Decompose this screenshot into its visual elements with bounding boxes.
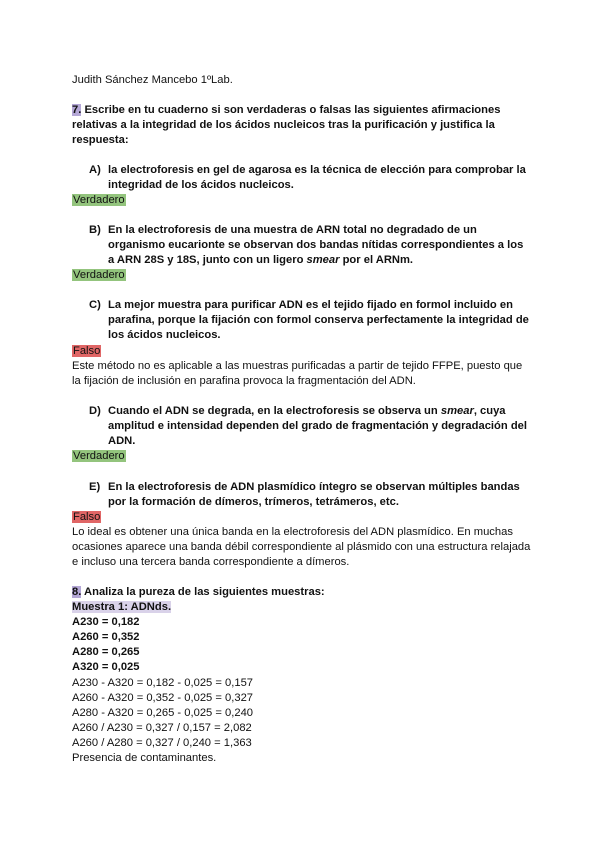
q7-c-explanation-line: la fijación de inclusión en parafina provoca la fragmentación del ADN. xyxy=(72,375,416,387)
item-text-line: integridad de los ácidos nucleicos. xyxy=(108,179,294,191)
q7-heading-line-2: relativas a la integridad de los ácidos nucleicos tras la purificación y justifica la xyxy=(72,119,495,131)
q7-item-a xyxy=(89,163,534,193)
item-text-line: la electroforesis en gel de agarosa es la técnica de elección para comprobar la xyxy=(108,164,526,176)
conclusion-line: Presencia de contaminantes. xyxy=(72,752,217,764)
q7-a-verdict xyxy=(72,193,126,208)
q7-item-d xyxy=(89,404,534,449)
item-text-line: Cuando el ADN se degrada, en la electroforesis se observa un smear, cuya xyxy=(108,405,506,417)
q7-item-c xyxy=(89,298,534,343)
calculation-line: A260 / A230 = 0,327 / 0,157 = 2,082 xyxy=(72,722,252,734)
author-line: Judith Sánchez Mancebo 1ºLab. xyxy=(72,74,233,86)
item-text-line: En la electroforesis de ADN plasmídico íntegro se observan múltiples bandas xyxy=(108,481,520,493)
q8-sample-title: Muestra 1: ADNds. xyxy=(72,601,172,613)
q7-b-verdict xyxy=(72,268,126,283)
verdict-badge: Falso xyxy=(73,345,101,357)
item-text-line: En la electroforesis de una muestra de ARN total no degradado de un xyxy=(108,224,477,236)
item-letter: E) xyxy=(89,481,101,493)
item-letter: A) xyxy=(89,164,101,176)
q8-number: 8. xyxy=(72,586,82,598)
absorbance-value: A280 = 0,265 xyxy=(72,646,140,658)
verdict-badge: Verdadero xyxy=(73,269,125,281)
item-text-line: por la formación de dímeros, trímeros, tetrámeros, etc. xyxy=(108,496,399,508)
calculation-line: A260 - A320 = 0,352 - 0,025 = 0,327 xyxy=(72,692,254,704)
q7-e-verdict xyxy=(72,510,101,525)
item-letter: D) xyxy=(89,405,101,417)
calculation-line: A230 - A320 = 0,182 - 0,025 = 0,157 xyxy=(72,677,254,689)
item-text-line: parafina, porque la fijación con formol conserva perfectamente la integridad de xyxy=(108,314,529,326)
item-letter: C) xyxy=(89,299,101,311)
item-text-line: a ARN 28S y 18S, junto con un ligero smear por el ARNm. xyxy=(108,254,414,266)
q7-item-e xyxy=(89,480,534,510)
q7-item-b xyxy=(89,223,534,268)
item-text-line: ADN. xyxy=(108,435,136,447)
q7-e-explanation-line: e incluso una tercera banda correspondiente a dímeros. xyxy=(72,556,350,568)
q7-d-verdict xyxy=(72,449,126,464)
calculation-line: A260 / A280 = 0,327 / 0,240 = 1,363 xyxy=(72,737,252,749)
q7-e-explanation-line: Lo ideal es obtener una única banda en la electroforesis del ADN plasmídico. En muchas xyxy=(72,526,513,538)
absorbance-value: A260 = 0,352 xyxy=(72,631,140,643)
item-text-line: amplitud e intensidad dependen del grado de fragmentación y degradación del xyxy=(108,420,527,432)
q8-heading: 8. Analiza la pureza de las siguientes muestras: xyxy=(72,586,325,598)
item-text-line: los ácidos nucleicos. xyxy=(108,329,221,341)
q7-heading-line-1: 7. Escribe en tu cuaderno si son verdaderas o falsas las siguientes afirmaciones xyxy=(72,104,501,116)
item-letter: B) xyxy=(89,224,101,236)
q7-number: 7. xyxy=(72,104,82,116)
q7-heading-line-3: respuesta: xyxy=(72,134,129,146)
verdict-badge: Falso xyxy=(73,511,101,523)
calculation-line: A280 - A320 = 0,265 - 0,025 = 0,240 xyxy=(72,707,254,719)
verdict-badge: Verdadero xyxy=(73,194,125,206)
absorbance-value: A230 = 0,182 xyxy=(72,616,140,628)
absorbance-value: A320 = 0,025 xyxy=(72,661,140,673)
item-text-line: La mejor muestra para purificar ADN es el tejido fijado en formol incluido en xyxy=(108,299,513,311)
q7-c-explanation-line: Este método no es aplicable a las muestras purificadas a partir de tejido FFPE, puesto que xyxy=(72,360,523,372)
item-text-line: organismo eucarionte se observan dos bandas nítidas correspondientes a los xyxy=(108,239,524,251)
q7-e-explanation-line: ocasiones aparece una banda débil correspondiente al plásmido con una estructura relajada xyxy=(72,541,531,553)
verdict-badge: Verdadero xyxy=(73,450,125,462)
q7-c-verdict xyxy=(72,344,101,359)
